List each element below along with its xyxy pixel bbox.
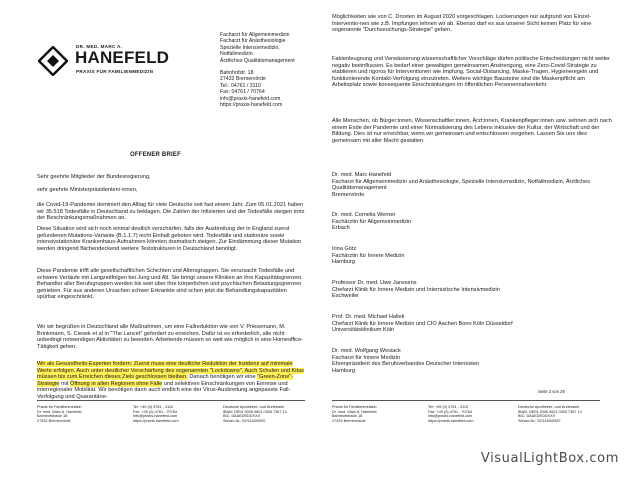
paragraph-zero-covid: Faktenleugnung und Verwässerung wissenschaftlicher Vorschläge dürfen politische Entscheidungen nicht weiter negativ beeinflussen. Es bedarf einer gewaltigen gemeinsamen Anstrengung, eine Zero-Covid-Strategie zu etablieren und rigoros für Interventionen wie Impfung, Social-Distancing, Maske-Tragen, Hygieneregeln und funktionierende Kontakt-Verfolgung einzutreten. Weitere wichtige Bausteine sind die Maskenpflicht am Arbeitsplatz sowie konsequente Einschränkungen im öffentlichen Personennahverkehr. bbox=[332, 56, 610, 89]
footer-phone: Tel: +49 (0) 4761 - 3110 Fax: +49 (0) 4761 - 70764 info@praxis-hanefeld.com https://praxis-hanefeld.com bbox=[428, 405, 474, 423]
signatory-hanefeld: Dr. med. Marc Hanefeld Facharzt für Allgemeinmedizin und Anästhesiologie, Spezielle Intensivmedizin, Notfallmedizin, Ärztliches Qualitätsmanagement Bremervörde bbox=[332, 172, 591, 198]
watermark: VisualLightBox.com bbox=[480, 451, 619, 466]
footer-phone: Tel: +49 (0) 4761 - 3110 Fax: +49 (0) 4761 - 70764 info@praxis-hanefeld.com https://praxis-hanefeld.com bbox=[133, 405, 179, 423]
practice-contact: Bahnhofstr. 18 27432 Bremervörde Tel.: 04761 / 3110 Fax: 04761 / 70764 info@praxis-hanefeld.com https://praxis-hanefeld.com bbox=[220, 70, 283, 109]
highlight-reduction: Wir als Gesundheits-Experten fordern: Zuerst muss eine deutliche Reduktion der Inzidenz auf minimale Werte erfolgen. Auch unter deutlicher Verschärfung des sogenannten "Lockdowns". Auch Schulen und Kitas müssen bis zum Erreichen dieses Ziels geschlossen bleiben. bbox=[37, 361, 304, 381]
paragraph-impact: Diese Pandemie trifft alle gesellschaftlichen Schichten und Altersgruppen. Sie verursacht Todesfälle und schwere Verläufe mit Langzeitfolgen bei Jung und Alt. Sie bringt unsere Kliniken an ihre Kapazitätsgrenzen. Behandler aller Berufsgruppen werden bis weit über ihre körperlichen und psychischen Belastungsgrenzen getrieben. Für aus anderen Ursachen schwer Erkrankte sind schon jetzt die Behandlungskapazitäten spürbar eingeschränkt. bbox=[37, 268, 303, 301]
signatory-goetz: Irina Götz Fachärztin für Innere Medizin Hamburg bbox=[332, 246, 405, 266]
salutation-government: Sehr geehrte Mitglieder der Bundesregierung, bbox=[37, 174, 151, 180]
page-number: Seite 2 von 29 bbox=[538, 389, 565, 394]
letter-page-1 bbox=[10, 6, 306, 426]
logo-name: HANEFELD bbox=[75, 48, 170, 67]
practice-logo bbox=[38, 42, 188, 82]
page-footer bbox=[37, 400, 305, 427]
signatory-werner: Dr. med. Cornelia Werner Fachärztin für Allgemeinmedizin Erbach bbox=[332, 212, 412, 232]
footer-address: Praxis für Familienmedizin Dr. med. Marc A. Hanefeld Bahnhofstraße 18 27432 Bremervörde bbox=[37, 405, 82, 423]
paragraph-mutation: Diese Situation wird sich noch einmal deutlich verschärfen, falls der Ausbreitung der in England zuerst gefundenen Mutations-Variante (B.1.1.7) nicht Einhalt geboten wird. Todesfälle und stationäre sowie intensivstationäre Krankenhaus-Aufnahmen könnten dramatisch steigen. Zur Eindämmung dieser Mutation werden dringend flächendeckend weitere Teststrukturen in Deutschland benötigt. bbox=[37, 226, 302, 252]
signatory-wesiack: Dr. med. Wolfgang Wesiack Facharzt für Innere Medizin Ehrenpräsident des Berufsverbandes Deutscher Internisten Hamburg bbox=[332, 348, 480, 374]
footer-bank: Deutsche Apotheker- und Ärztebank IBAN: DE04 3006 0601 0305 7367 14 BIC: DAAEDEDDXXX Steuer-Nr.: 52/116/00920 bbox=[223, 405, 287, 423]
paragraph-demands: Wir als Gesundheits-Experten fordern: Zuerst muss eine deutliche Reduktion der Inzidenz auf minimale Werte erfolgen. Auch unter deutlicher Verschärfung des sogenannten "Lockdowns". Auch Schulen und Kitas müssen bis zum Erreichen dieses Ziels geschlossen bleiben. Danach benötigen wir eine "Green-Zone"-Strategie mit Öffnung in allen Regionen ohne Fälle und selektiven Einschränkungen von Einreise und interregionaler Mobilität. Wir benötigen dann auch endlich eine der Virus-Ausbreitung angepasste Fall-Verfolgung und Quarantäne- bbox=[37, 361, 304, 400]
logo-pretitle: DR. MED. MARC A. bbox=[76, 44, 123, 49]
salutation-ministers: sehr geehrte Ministerpräsidenten/-innen, bbox=[37, 187, 138, 193]
hanefeld-logo-icon bbox=[38, 46, 68, 76]
letter-page-2 bbox=[318, 6, 618, 426]
highlight-green-zone: "Green-Zone"-Strategie bbox=[37, 374, 294, 387]
paragraph-measures: Wir wir begrüßen in Deutschland alle Maßnahmen, um eine Fallreduktion wie von V. Priesemann, M. Brinkmann, S. Ciesek et al in "The Lancet" gefordert zu erreichen. Dafür ist es erforderlich, alle nicht unbedingt notwendigen Aktivitäten zu beenden. Arbeitende müssen so weit wie möglich in eine Homeoffice-Tätigkeit gehen. bbox=[37, 324, 304, 350]
paragraph-pandemic: die Covid-19-Pandemie dominiert den Alltag für viele Deutsche seit fast einem Jahr. Zum 05.01.2021 haben wir 35.518 Todesfälle in Deutschland zu beklagen. Die Zahlen der Infizierten und der Todesfälle steigen trotz der Beschränkungsmaßnahmen an. bbox=[37, 202, 305, 222]
signatory-janssens: Professor Dr. med. Uwe Janssens Chefarzt Klinik für Innere Medizin und Internistische Intensivmedizin Eschweiler bbox=[332, 280, 500, 300]
letter-title: OFFENER BRIEF bbox=[130, 152, 181, 158]
logo-subtitle: PRAXIS FÜR FAMILIENMEDIZIN bbox=[76, 69, 154, 74]
paragraph-appeal: Alle Menschen, ob Bürger:innen, Wissenschaftler:innen, Ärzt:innen, Krankenpfleger:innen usw. sehnen sich nach einem Ende der Pandemie und einer Normalisierung des Lebens inklusive der Kultur, der Wirtschaft und der Bildung. Dies ist nur erreichbar, wenn wir gemeinsam und entschlossen vorgehen. Lassen Sie uns dies gemeinsam mit aller Macht gestalten. bbox=[332, 118, 612, 144]
paragraph-drosten: Möglichkeiten wie von C. Drosten im August 2020 vorgeschlagen. Lockerungen nur aufgrund von Einzel-Interventio-nen wie z.B. Impfungen lehnen wir ab. Ebenso darf es aus unserer Sicht keinen Platz für eine sogenannte "Durchseuchungs-Strategie" geben. bbox=[332, 14, 592, 34]
signatory-hallek: Prof. Dr. med. Michael Hallek Chefarzt Klinik für Innere Medizin und CIO Aachen Bonn Köln Düsseldorf Universitätsklinikum Köln bbox=[332, 314, 513, 334]
footer-address: Praxis für Familienmedizin Dr. med. Marc A. Hanefeld Bahnhofstraße 18 27432 Bremervörde bbox=[332, 405, 377, 423]
footer-bank: Deutsche Apotheker- und Ärztebank IBAN: DE04 3006 0601 0305 7367 14 BIC: DAAEDEDDXXX Steuer-Nr.: 52/116/00920 bbox=[518, 405, 582, 423]
doctor-specialties: Facharzt für Allgemeinmedizin Facharzt für Anästhesiologie Spezielle Intensivmedizin, Notfallmedizin Ärztliches Qualitätsmanagement bbox=[220, 32, 295, 64]
highlight-opening: Öffnung in allen Regionen ohne Fälle bbox=[69, 380, 163, 387]
page-footer bbox=[332, 400, 600, 427]
